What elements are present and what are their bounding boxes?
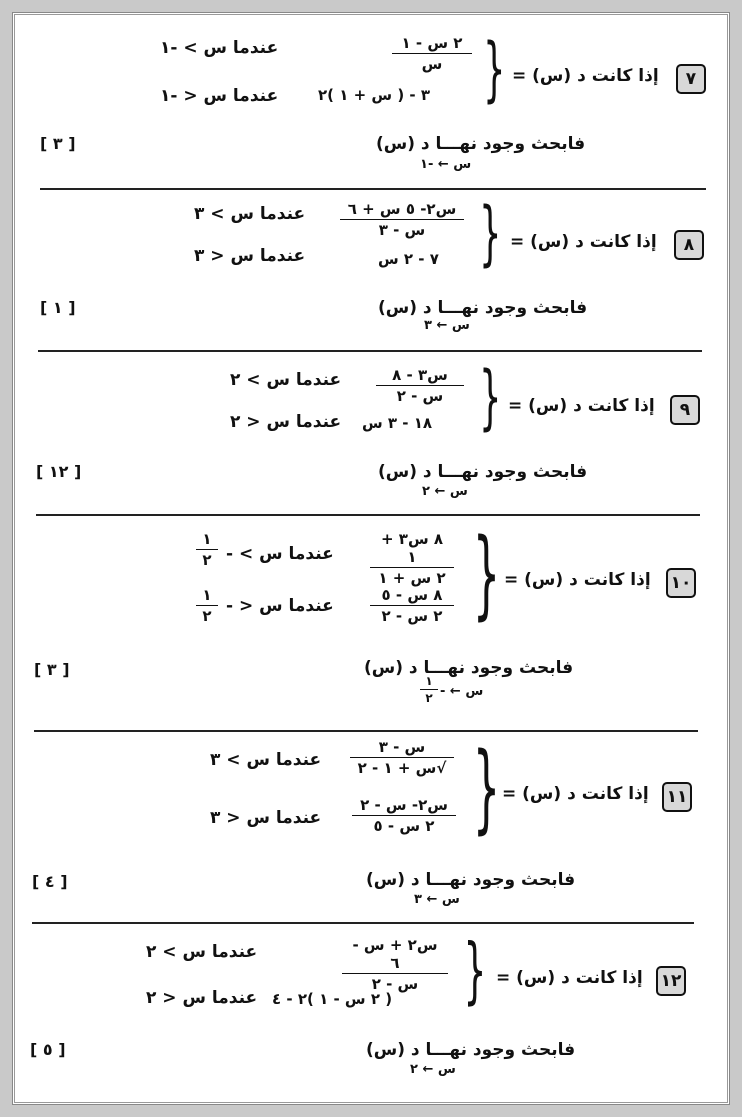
answer: [ ١ ]: [40, 298, 76, 317]
piece-1-fraction: [370, 530, 454, 587]
divider: [36, 514, 700, 516]
piece-1-condition: عندما س > ٣: [210, 750, 322, 770]
piece-2-expression: ٣ - ( س + ١ )٢: [318, 86, 431, 104]
limit-subscript-fraction: [420, 674, 438, 705]
piece-2-expression: ( ٢ س - ١ )٢ - ٤: [272, 990, 393, 1008]
piece-2-numerator: س٢- س - ٢: [352, 796, 456, 816]
definition-label: إذا كانت د (س) =: [508, 396, 655, 416]
piece-2-denominator: ٢ س - ٢: [381, 607, 443, 625]
divider: [40, 188, 706, 190]
piece-1-denominator: ٢ س + ١: [378, 569, 446, 587]
limit-text: فابحث وجود نهـــا د (س): [366, 1040, 576, 1060]
piece-2-condition: عندما س < -١: [160, 86, 279, 106]
piece-1-condition: عندما س > -: [226, 544, 334, 564]
answer: [ ٣ ]: [40, 134, 76, 153]
piece-1-fraction: [392, 34, 472, 73]
piece-1-numerator: س٣ - ٨: [376, 366, 464, 386]
piece-1-denominator: √س + ١ - ٢: [357, 759, 447, 777]
piece-2-fraction: [352, 796, 456, 835]
limit-text: فابحث وجود نهـــا د (س): [364, 658, 574, 678]
definition-label: إذا كانت د (س) =: [502, 784, 649, 804]
piece-2-condition: عندما س < ٣: [210, 808, 322, 828]
piece-1-denominator: س - ٣: [378, 221, 426, 239]
piece-2-condition: عندما س < ٣: [194, 246, 306, 266]
limit-text: فابحث وجود نهـــا د (س): [366, 870, 576, 890]
left-brace-icon: }: [479, 356, 502, 438]
answer: [ ٤ ]: [32, 872, 68, 891]
problem-number: ١١: [662, 782, 692, 812]
piece-1-denominator: س - ٢: [371, 975, 419, 993]
limit-text: فابحث وجود نهـــا د (س): [378, 462, 588, 482]
limit-text: فابحث وجود نهـــا د (س): [378, 298, 588, 318]
limit-subscript: س ← -: [440, 684, 484, 699]
piece-1-fraction: [376, 366, 464, 405]
piece-1-value-numerator: ١: [196, 530, 218, 550]
divider: [32, 922, 694, 924]
problem-number: ٩: [670, 395, 700, 425]
piece-2-denominator: ٢ س - ٥: [373, 817, 435, 835]
definition-label: إذا كانت د (س) =: [496, 968, 643, 988]
problem-number: ٧: [676, 64, 706, 94]
piece-1-condition: عندما س > ٣: [194, 204, 306, 224]
piece-1-denominator: س: [421, 55, 443, 73]
piece-2-value-denominator: ٢: [202, 607, 212, 625]
piece-2-fraction: [370, 586, 454, 625]
piece-2-value: [196, 586, 218, 625]
problem-number: ١٠: [666, 568, 696, 598]
problem-number: ١٢: [656, 966, 686, 996]
piece-1-numerator: ٢ س - ١: [392, 34, 472, 54]
limit-subscript: س ← -١: [420, 157, 472, 172]
piece-2-expression: ١٨ - ٣ س: [362, 414, 433, 432]
piece-1-numerator: ٨ س٣ + ١: [370, 530, 454, 568]
piece-1-value: [196, 530, 218, 569]
piece-2-condition: عندما س < ٢: [146, 988, 258, 1008]
definition-label: إذا كانت د (س) =: [504, 570, 651, 590]
limit-subscript: س ← ٢: [422, 484, 468, 499]
piece-1-value-denominator: ٢: [202, 551, 212, 569]
piece-2-value-numerator: ١: [196, 586, 218, 606]
piece-1-numerator: س٢- ٥ س + ٦: [340, 200, 464, 220]
answer: [ ١٢ ]: [36, 462, 82, 481]
answer: [ ٣ ]: [34, 660, 70, 679]
divider: [34, 730, 698, 732]
piece-2-condition: عندما س < -: [226, 596, 334, 616]
piece-2-expression: ٧ - ٢ س: [378, 250, 439, 268]
piece-2-condition: عندما س < ٢: [230, 412, 342, 432]
piece-1-condition: عندما س > ٢: [146, 942, 258, 962]
left-brace-icon: }: [472, 518, 501, 630]
definition-label: إذا كانت د (س) =: [510, 232, 657, 252]
limit-text: فابحث وجود نهـــا د (س): [376, 134, 586, 154]
piece-2-numerator: ٨ س - ٥: [370, 586, 454, 606]
limit-subscript: س ← ٣: [424, 318, 470, 333]
piece-1-numerator: س٢ + س - ٦: [342, 936, 448, 974]
left-brace-icon: }: [472, 732, 501, 844]
limit-subscript: س ← ٢: [410, 1062, 456, 1077]
limit-subscript-numerator: ١: [420, 674, 438, 690]
piece-1-condition: عندما س > ٢: [230, 370, 342, 390]
definition-label: إذا كانت د (س) =: [512, 66, 659, 86]
problem-number: ٨: [674, 230, 704, 260]
piece-1-fraction: [340, 200, 464, 239]
piece-1-fraction: [350, 738, 454, 777]
piece-1-fraction: [342, 936, 448, 993]
limit-subscript-denominator: ٢: [425, 691, 433, 705]
limit-subscript: س ← ٣: [414, 892, 460, 907]
piece-1-condition: عندما س > -١: [160, 38, 279, 58]
piece-1-numerator: س - ٣: [350, 738, 454, 758]
left-brace-icon: }: [479, 192, 502, 274]
divider: [38, 350, 702, 352]
left-brace-icon: }: [463, 928, 487, 1012]
left-brace-icon: }: [483, 28, 506, 110]
answer: [ ٥ ]: [30, 1040, 66, 1059]
piece-1-denominator: س - ٢: [396, 387, 444, 405]
